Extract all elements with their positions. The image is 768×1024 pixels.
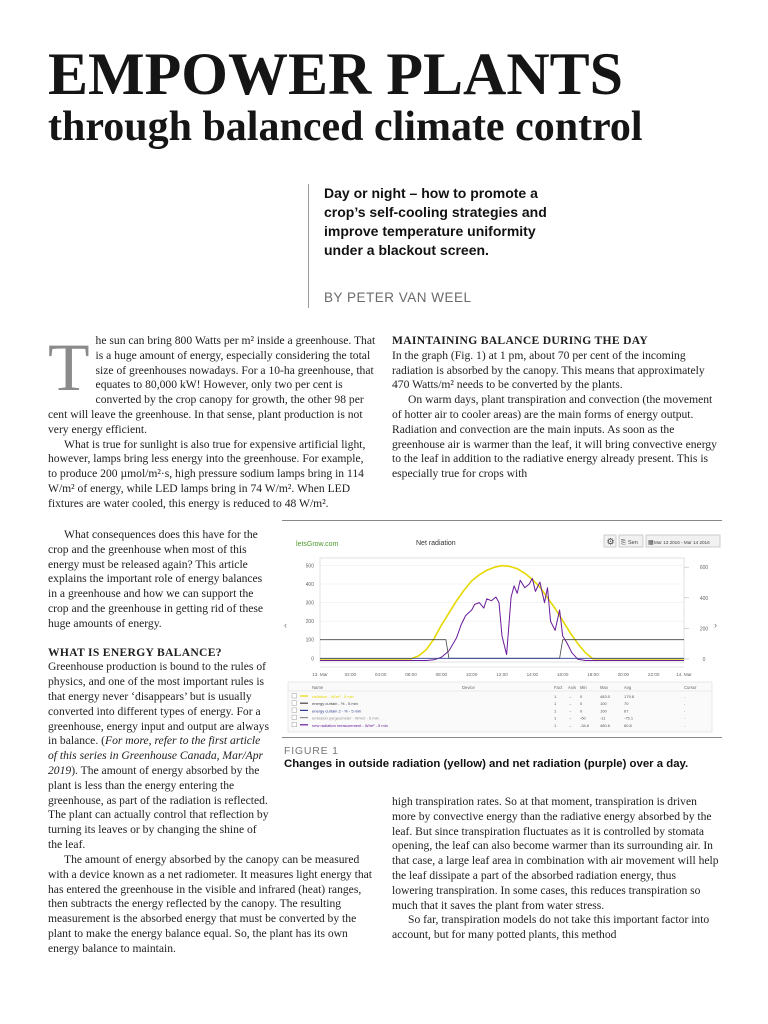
- article-subtitle: through balanced climate control: [48, 104, 643, 150]
- left-column-bottom: [48, 853, 378, 957]
- deck-divider: [308, 184, 309, 308]
- table-cell: 1: [554, 694, 557, 699]
- export-icon: ⎘: [621, 540, 626, 546]
- x-tick-label: 13. Mar: [312, 672, 328, 677]
- series-table: [288, 682, 712, 732]
- right-column-bottom: [392, 795, 720, 943]
- table-cell: -: [684, 722, 686, 728]
- table-cell: 67: [624, 708, 629, 714]
- right-column: [392, 334, 720, 482]
- figure-chart: [282, 520, 722, 738]
- table-cell: energy curtain - % - 5 min: [312, 701, 358, 707]
- table-cell: 1: [554, 715, 557, 721]
- y-right-tick-label: 200: [699, 626, 709, 633]
- x-tick-label: 20:00: [617, 672, 630, 677]
- y-right-tick-label: 400: [699, 595, 709, 602]
- x-tick-label: 04:00: [374, 672, 387, 677]
- row-checkbox: [292, 722, 297, 727]
- row-checkbox: [292, 694, 297, 699]
- table-header: Avg: [624, 685, 632, 690]
- chevron-left-icon[interactable]: ‹: [284, 620, 287, 630]
- table-cell: 0: [580, 701, 583, 707]
- y-left-tick-label: 500: [305, 563, 314, 570]
- x-tick-label: 14. Mar: [676, 672, 692, 677]
- net-radiation-chart: [282, 520, 722, 738]
- y-left-tick-label: 200: [305, 619, 314, 626]
- figure-caption: Changes in outside radiation (yellow) and net radiation (purple) over a day.: [284, 758, 689, 770]
- table-header: Axis: [568, 685, 576, 690]
- figure-label: FIGURE 1: [284, 745, 339, 757]
- gear-icon: ⚙: [606, 536, 615, 547]
- paragraph: What is true for sunlight is also true for expensive artificial light, however, lamps bring less energy into the greenhouse. For example, to produce 200 µmol/m²·s, high pressure sodium lamps bring in 114 W/m² of energy, while LED lamps bring in 74 W/m². When LED fixtures are water cooled, this energy is reduced to 48 W/m².: [48, 437, 366, 510]
- table-header: Max: [600, 685, 608, 690]
- paragraph: What consequences does this have for the crop and the greenhouse when most of this energy must be released again? This article explains the important role of energy balances in a greenhouse and how we can support the crop and the greenhouse in getting rid of these huge amounts of energy.: [48, 528, 264, 630]
- y-left-tick-label: 0: [311, 656, 314, 663]
- table-cell: -75.1: [624, 715, 634, 721]
- table-cell: -: [684, 694, 686, 699]
- paragraph-text: Greenhouse production is bound to the rules of physics, and one of the most important rules is that energy never ‘disappears’ but is usually converted into different types of energy. For a greenhouse, energy input and output are always in balance. (: [48, 660, 269, 748]
- paragraph: In the graph (Fig. 1) at 1 pm, about 70 per cent of the incoming radiation is absorbed by the canopy. This means that approximately 470 Watts/m² needs to be converted by the plants.: [392, 348, 705, 392]
- table-cell: radiation - W/m² - 5 min: [312, 694, 354, 699]
- drop-cap: T: [48, 329, 90, 405]
- section-heading: MAINTAINING BALANCE DURING THE DAY: [392, 334, 649, 347]
- row-checkbox: [292, 715, 297, 720]
- table-cell: 480.6: [600, 722, 611, 728]
- plot-area: [320, 558, 684, 662]
- table-cell: -11: [600, 715, 606, 721]
- x-tick-label: 14:00: [526, 672, 539, 677]
- x-tick-label: 10:00: [465, 672, 478, 677]
- table-cell: 100: [600, 708, 607, 714]
- table-cell: emission pyrgeometer - W/m2 - 5 min: [312, 715, 379, 721]
- table-cell: -60: [580, 715, 586, 721]
- y-right-tick-label: 600: [699, 565, 709, 572]
- table-cell: →: [568, 701, 572, 707]
- y-left-tick-label: 100: [305, 637, 314, 644]
- byline: BY PETER VAN WEEL: [324, 290, 472, 305]
- table-cell: 0: [580, 708, 583, 714]
- table-cell: 1: [554, 708, 557, 714]
- calendar-icon: ▦: [648, 540, 654, 546]
- table-cell: →: [568, 708, 572, 714]
- y-left-tick-label: 400: [305, 582, 314, 588]
- table-cell: -34.6: [580, 722, 590, 728]
- left-column-narrow: [48, 528, 270, 853]
- table-cell: energy curtain 2 - % - 5 min: [312, 708, 362, 714]
- table-cell: 1: [554, 701, 557, 707]
- table-cell: 483.0: [600, 694, 611, 699]
- x-tick-label: 08:00: [435, 672, 448, 677]
- table-cell: 100: [600, 701, 607, 707]
- left-column: [48, 329, 378, 512]
- date-range-label: Mar 13 2016 - Mar 14 2016: [654, 540, 710, 545]
- chevron-right-icon[interactable]: ›: [714, 620, 717, 630]
- table-cell: 70: [624, 701, 629, 707]
- paragraph: On warm days, plant transpiration and convection (the movement of hotter air to cooler areas) are the main forms of energy output. Radiation and convection are the main inputs. As soon as the greenhouse air is warmer than the leaf, it will bring convective energy to the leaf in addition to the radiative energy already present. This is especially true for crops with: [392, 393, 717, 481]
- table-header: Name: [312, 685, 324, 690]
- row-checkbox: [292, 701, 297, 706]
- paragraph: [48, 660, 270, 852]
- y-left-tick-label: 300: [305, 600, 314, 607]
- table-cell: -: [684, 715, 686, 721]
- x-tick-label: 06:00: [405, 672, 417, 677]
- chart-logo: letsGrow.com: [296, 541, 339, 548]
- table-header: Min: [580, 685, 587, 690]
- chart-title: Net radiation: [416, 540, 456, 547]
- x-tick-label: 12:00: [496, 672, 508, 677]
- table-cell: →: [568, 694, 572, 699]
- plot-background: [320, 558, 684, 662]
- table-cell: 179.8: [624, 694, 635, 699]
- paragraph: The amount of energy absorbed by the canopy can be measured with a device known as a net radiometer. It measures light energy that has entered the greenhouse in the visible and infrared (heat) ranges, then subtracts the energy reflected by the canopy. The resulting measurement is the absorbed energy that must be converted by the plant to make the energy balance equal. So, the plant has its own energy balance to maintain.: [48, 853, 372, 955]
- export-label: Sen: [628, 540, 638, 546]
- article-title: EMPOWER PLANTS: [48, 41, 624, 107]
- table-header: Cursor: [684, 685, 697, 690]
- paragraph-text: ). The amount of energy absorbed by the plant is less than the energy entering the greenhouse, as part of the radiation is reflected. The plant can actually control that reflection by turning its leaves or by changing the shine of the leaf.: [48, 763, 269, 851]
- table-cell: new radiation measurement - W/m² - 5 min: [312, 722, 388, 728]
- x-tick-label: 22:00: [647, 672, 660, 677]
- table-cell: 60.8: [624, 722, 632, 728]
- article-deck: Day or night – how to promote a crop’s self-cooling strategies and improve temperature uniformity under a blackout screen.: [324, 185, 547, 258]
- paragraph-italic: For more, refer to the first article of this series in Greenhouse Canada, Mar/Apr 2019: [48, 734, 264, 777]
- section-heading: WHAT IS ENERGY BALANCE?: [48, 645, 222, 659]
- paragraph: he sun can bring 800 Watts per m² inside a greenhouse. That is a huge amount of energy, especially considering the total size of greenhouses nowadays. For a 10-ha greenhouse, that equates to 80,000 kW! However, only two per cent is converted by the crop canopy for growth, the other 98 per cent will leave the greenhouse. In that sense, plant production is not very energy efficient.: [48, 334, 376, 436]
- table-header: Fact: [554, 685, 563, 690]
- y-right-tick-label: 0: [702, 656, 706, 663]
- x-tick-label: 02:00: [344, 672, 357, 677]
- table-cell: 0: [580, 694, 583, 699]
- table-cell: →: [568, 722, 572, 728]
- table-cell: -: [684, 708, 686, 714]
- table-cell: -: [684, 701, 686, 707]
- table-cell: →: [568, 715, 572, 721]
- x-tick-label: 18:00: [587, 672, 599, 677]
- table-cell: 1: [554, 722, 557, 728]
- paragraph: high transpiration rates. So at that moment, transpiration is driven more by convective energy than the radiative energy absorbed by the leaf. But since transpiration fluctuates as it is controlled by stomata opening, the leaf can also become warmer than its surrounding air. In that case, a large leaf area in combination with air movement will help the leaf dissipate a part of the absorbed radiation energy, thus lowering transpiration. In some cases, this reduces transpiration so much that it saves the plant from water stress.: [392, 795, 719, 912]
- chart-toolbar: [604, 535, 720, 547]
- x-tick-label: 16:00: [556, 672, 569, 677]
- row-checkbox: [292, 708, 297, 713]
- paragraph: So far, transpiration models do not take this important factor into account, but for many potted plants, this method: [392, 913, 710, 942]
- table-header: Device: [462, 685, 475, 690]
